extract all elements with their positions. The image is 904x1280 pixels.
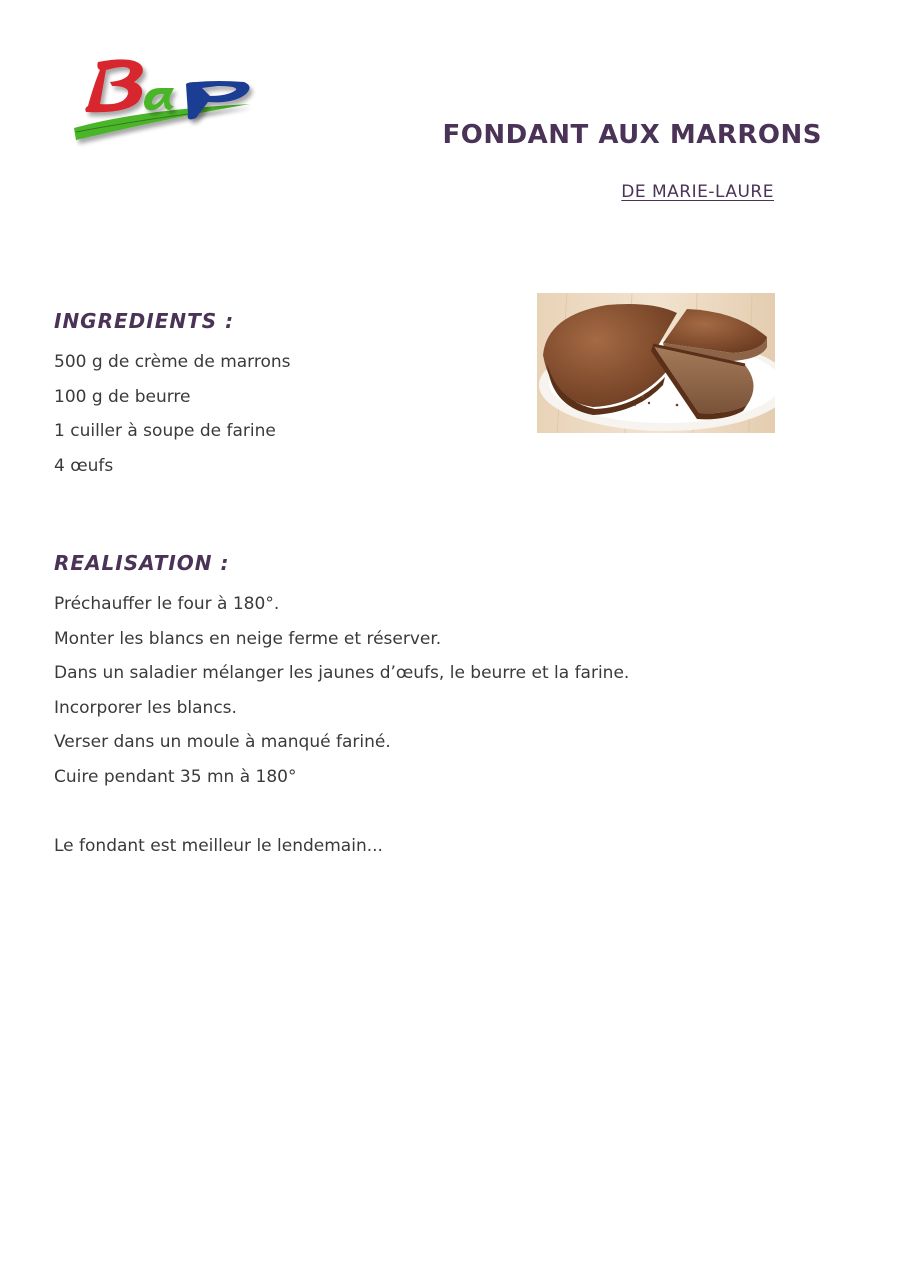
ingredient-item: 4 œufs xyxy=(54,455,114,476)
ingredient-item: 100 g de beurre xyxy=(54,386,191,407)
step-item: Verser dans un moule à manqué fariné. xyxy=(54,732,391,753)
recipe-title: FONDANT AUX MARRONS xyxy=(442,120,822,150)
step-item: Préchauffer le four à 180°. xyxy=(54,594,280,614)
recipe-note: Le fondant est meilleur le lendemain... xyxy=(54,836,383,856)
realisation-heading: REALISATION : xyxy=(54,551,230,575)
cake-photo xyxy=(537,293,775,433)
ingredients-heading: INGREDIENTS : xyxy=(54,309,235,333)
step-item: Monter les blancs en neige ferme et réserver. xyxy=(54,628,442,649)
recipe-author: DE MARIE-LAURE xyxy=(621,182,774,202)
bap-logo-icon xyxy=(68,48,258,148)
ingredient-item: 1 cuiller à soupe de farine xyxy=(54,421,276,442)
bap-logo xyxy=(68,48,258,148)
step-item: Incorporer les blancs. xyxy=(54,697,237,718)
step-item: Cuire pendant 35 mn à 180° xyxy=(54,766,297,787)
steps-list xyxy=(54,587,629,795)
ingredient-item: 500 g de crème de marrons xyxy=(54,352,291,372)
step-item: Dans un saladier mélanger les jaunes d’œufs, le beurre et la farine. xyxy=(54,663,630,684)
chestnut-cake-photo xyxy=(537,293,775,433)
ingredients-list xyxy=(54,345,291,483)
